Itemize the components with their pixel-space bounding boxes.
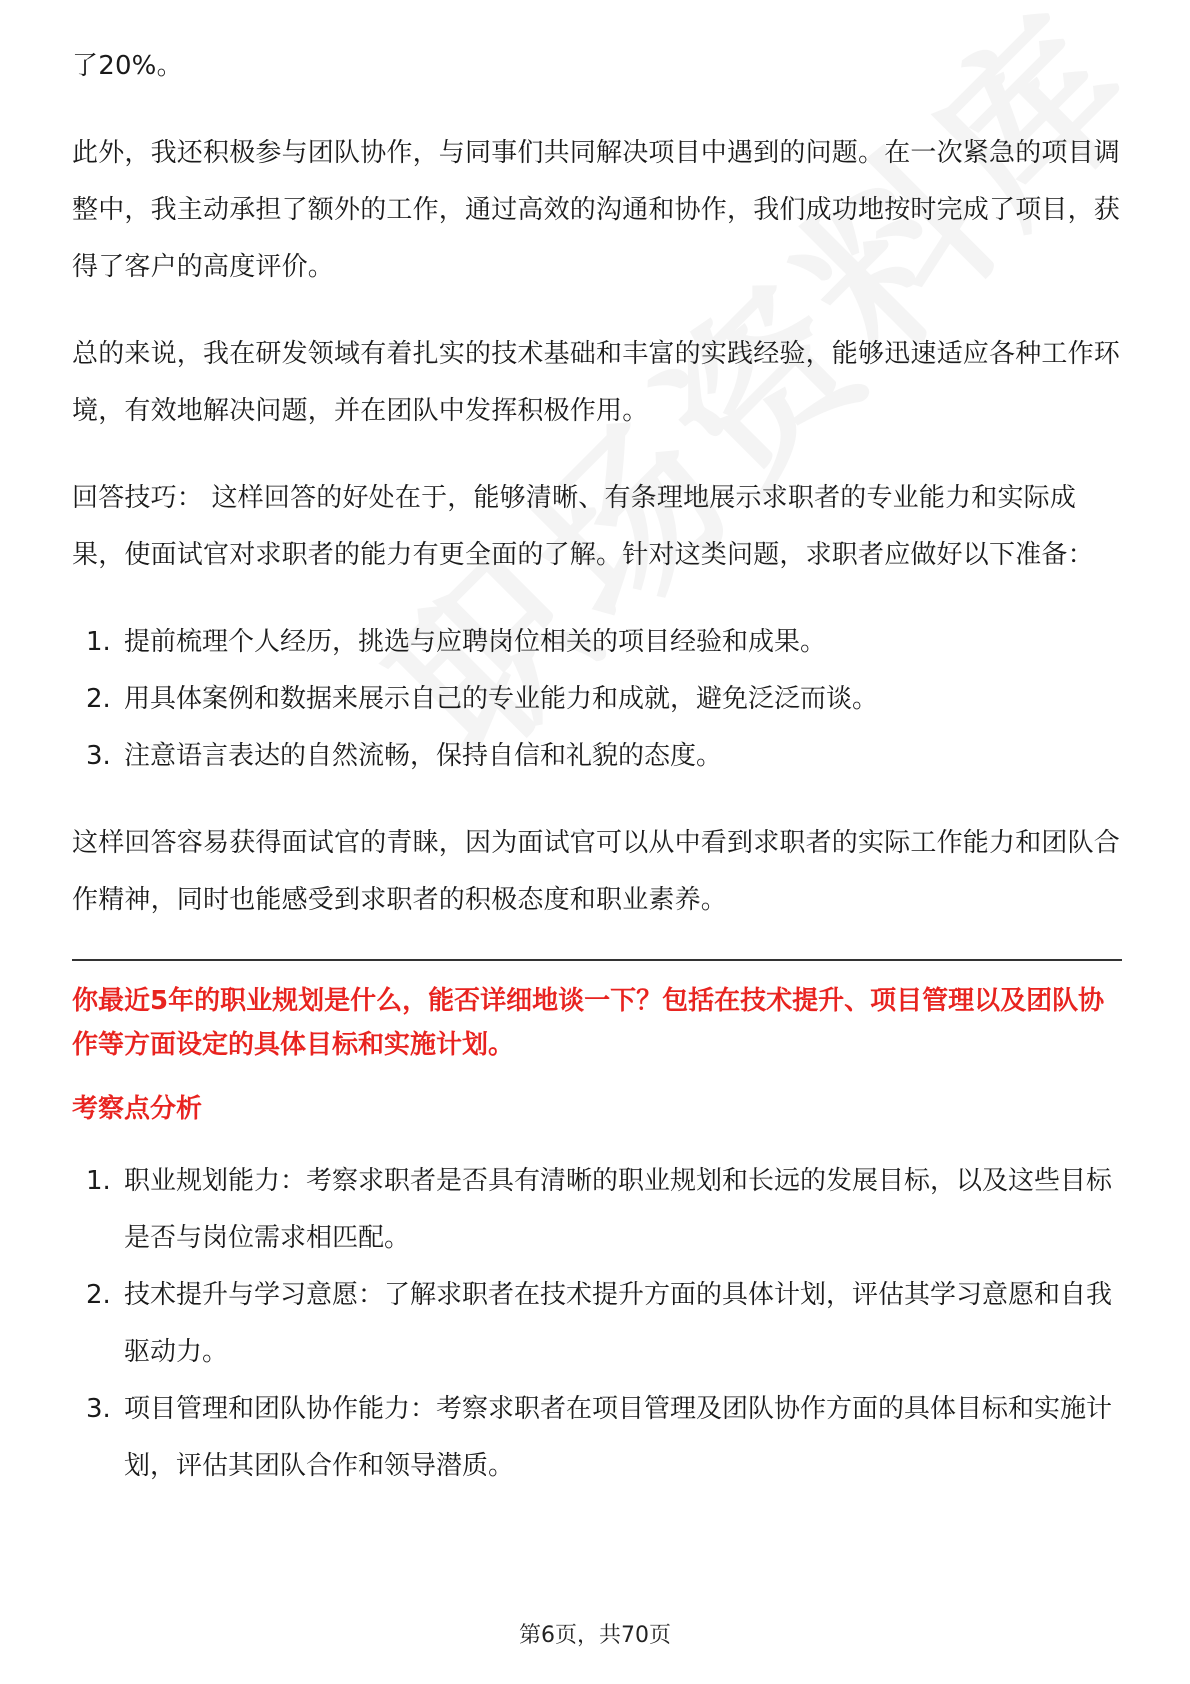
- list-item: [72, 614, 1122, 671]
- analysis-heading: 考察点分析: [72, 1094, 203, 1124]
- analysis-list: [72, 1153, 1122, 1495]
- list-item: [72, 1153, 1122, 1267]
- list-text: 职业规划能力：考察求职者是否具有清晰的职业规划和长远的发展目标，以及这些目标是否与岗位需求相匹配。: [124, 1166, 1113, 1253]
- paragraph-closing: 这样回答容易获得面试官的青睐，因为面试官可以从中看到求职者的实际工作能力和团队合作精神，同时也能感受到求职者的积极态度和职业素养。: [72, 828, 1121, 915]
- page-content: [72, 38, 1122, 1525]
- list-text: 技术提升与学习意愿：了解求职者在技术提升方面的具体计划，评估其学习意愿和自我驱动力。: [124, 1280, 1113, 1367]
- list-item: [72, 671, 1122, 728]
- paragraph-continuation: 了20%。: [72, 51, 183, 81]
- interview-question: 你最近5年的职业规划是什么，能否详细地谈一下？包括在技术提升、项目管理以及团队协作等方面设定的具体目标和实施计划。: [72, 986, 1105, 1060]
- list-item: [72, 728, 1122, 785]
- list-number: 3.: [86, 1394, 111, 1424]
- list-number: 1.: [86, 1166, 111, 1196]
- list-number: 2.: [86, 684, 111, 714]
- page-number: 第6页，共70页: [519, 1623, 671, 1648]
- list-text: 项目管理和团队协作能力：考察求职者在项目管理及团队协作方面的具体目标和实施计划，评估其团队合作和领导潜质。: [124, 1394, 1113, 1481]
- list-number: 2.: [86, 1280, 111, 1310]
- list-text: 提前梳理个人经历，挑选与应聘岗位相关的项目经验和成果。: [124, 627, 827, 657]
- paragraph-summary: 总的来说，我在研发领域有着扎实的技术基础和丰富的实践经验，能够迅速适应各种工作环境，有效地解决问题，并在团队中发挥积极作用。: [72, 339, 1121, 426]
- list-text: 注意语言表达的自然流畅，保持自信和礼貌的态度。: [124, 741, 723, 771]
- paragraph-teamwork: 此外，我还积极参与团队协作，与同事们共同解决项目中遇到的问题。在一次紧急的项目调整中，我主动承担了额外的工作，通过高效的沟通和协作，我们成功地按时完成了项目，获得了客户的高度评价。: [72, 138, 1121, 282]
- list-number: 3.: [86, 741, 111, 771]
- list-text: 用具体案例和数据来展示自己的专业能力和成就，避免泛泛而谈。: [124, 684, 879, 714]
- paragraph-answer-tips: 回答技巧： 这样回答的好处在于，能够清晰、有条理地展示求职者的专业能力和实际成果，使面试官对求职者的能力有更全面的了解。针对这类问题，求职者应做好以下准备：: [72, 483, 1094, 570]
- list-item: [72, 1381, 1122, 1495]
- list-number: 1.: [86, 627, 111, 657]
- section-divider: [72, 959, 1122, 961]
- tips-list: [72, 614, 1122, 785]
- list-item: [72, 1267, 1122, 1381]
